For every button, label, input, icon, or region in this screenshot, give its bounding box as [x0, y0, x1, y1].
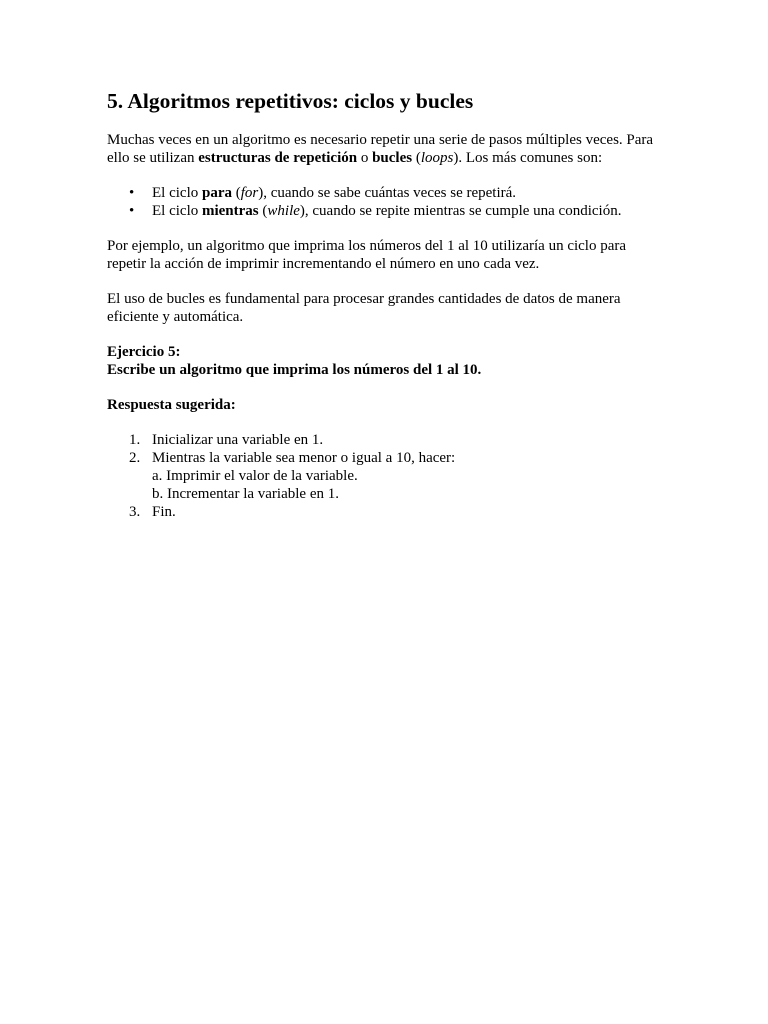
bullet-italic: for — [240, 184, 259, 201]
bullet-text: ( — [258, 202, 268, 219]
list-item — [152, 202, 667, 220]
answer-label: Respuesta sugerida: — [107, 396, 236, 413]
step-number: 3. — [129, 503, 141, 520]
step-number: 1. — [129, 431, 141, 448]
substep-b: b. Incrementar la variable en 1. — [152, 485, 339, 502]
loop-types-list — [107, 184, 667, 220]
intro-text-1: Muchas veces en un algoritmo es necesario repetir una serie de pasos múltiples veces. Para ello se utilizan — [107, 131, 654, 166]
intro-text-2: o — [357, 149, 373, 166]
bullet-bold: para — [201, 184, 232, 201]
intro-bold-structures: estructuras de repetición — [198, 149, 358, 166]
exercise-block — [107, 343, 667, 379]
bullet-bold: mientras — [201, 202, 259, 219]
list-item — [129, 449, 667, 503]
document-page — [107, 88, 667, 521]
bullet-text: El ciclo — [152, 202, 202, 219]
intro-paragraph — [107, 131, 667, 167]
usage-paragraph: El uso de bucles es fundamental para procesar grandes cantidades de datos de manera eficiente y automática. — [107, 290, 621, 325]
example-paragraph: Por ejemplo, un algoritmo que imprima los números del 1 al 10 utilizaría un ciclo para repetir la acción de imprimir incrementando el número en uno cada vez. — [107, 237, 627, 272]
bullet-text: ( — [231, 184, 241, 201]
bullet-text: ), cuando se sabe cuántas veces se repetirá. — [258, 184, 517, 201]
bullet-italic: while — [267, 202, 300, 219]
step-text: Mientras la variable sea menor o igual a 10, hacer: — [152, 449, 456, 466]
exercise-label: Ejercicio 5: — [107, 343, 181, 360]
intro-bold-loops: bucles — [372, 149, 413, 166]
step-text: Inicializar una variable en 1. — [152, 431, 324, 448]
step-text: Fin. — [152, 503, 176, 520]
list-item — [152, 184, 667, 202]
bullet-text: El ciclo — [152, 184, 202, 201]
list-item — [129, 503, 667, 521]
list-item — [129, 431, 667, 449]
bullet-text: ), cuando se repite mientras se cumple una condición. — [299, 202, 622, 219]
step-number: 2. — [129, 449, 141, 466]
intro-text-4: ). Los más comunes son: — [453, 149, 603, 166]
exercise-statement: Escribe un algoritmo que imprima los números del 1 al 10. — [107, 361, 482, 378]
section-heading: 5. Algoritmos repetitivos: ciclos y bucles — [107, 89, 474, 113]
answer-steps-list — [107, 431, 667, 521]
intro-text-3: ( — [412, 149, 421, 166]
substep-a: a. Imprimir el valor de la variable. — [152, 467, 358, 484]
intro-italic-loops: loops — [420, 149, 454, 166]
